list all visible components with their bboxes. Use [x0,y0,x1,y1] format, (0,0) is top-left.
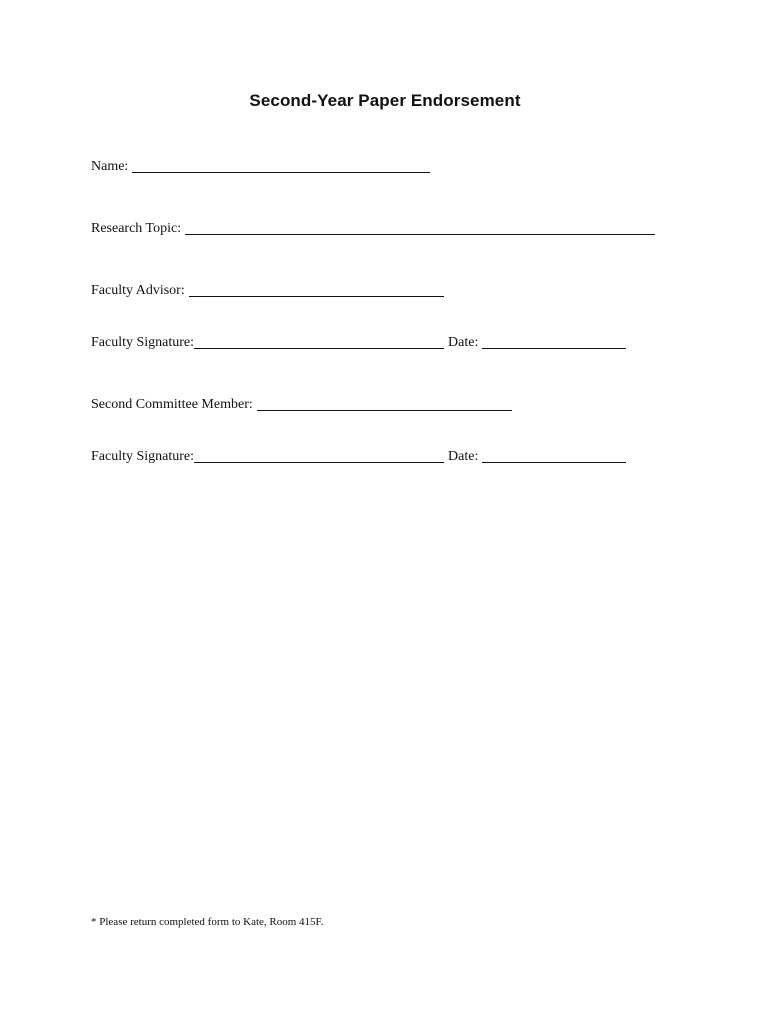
research-topic-label: Research Topic: [91,221,182,236]
second-committee-member-row [91,396,512,414]
second-committee-member-label: Second Committee Member: [91,397,253,412]
faculty-signature-blank-line-1[interactable] [194,335,444,349]
name-blank-line[interactable] [132,159,430,173]
footnote: * Please return completed form to Kate, Room 415F. [91,916,324,928]
research-topic-row [91,220,655,238]
faculty-advisor-blank-line[interactable] [189,283,444,297]
faculty-signature-blank-line-2[interactable] [194,449,444,463]
name-label: Name: [91,159,129,174]
date-blank-line-2[interactable] [482,449,626,463]
research-topic-blank-line[interactable] [185,221,655,235]
date-label-2: Date: [448,449,479,464]
second-committee-member-blank-line[interactable] [257,397,512,411]
faculty-advisor-row [91,282,444,300]
faculty-advisor-label: Faculty Advisor: [91,283,185,298]
faculty-signature-label-2: Faculty Signature: [91,449,195,464]
name-row [91,158,430,176]
faculty-signature-row-1 [91,334,626,352]
page-title: Second-Year Paper Endorsement [249,91,521,110]
date-blank-line-1[interactable] [482,335,626,349]
faculty-signature-label-1: Faculty Signature: [91,335,195,350]
faculty-signature-row-2 [91,448,626,466]
date-label-1: Date: [448,335,479,350]
